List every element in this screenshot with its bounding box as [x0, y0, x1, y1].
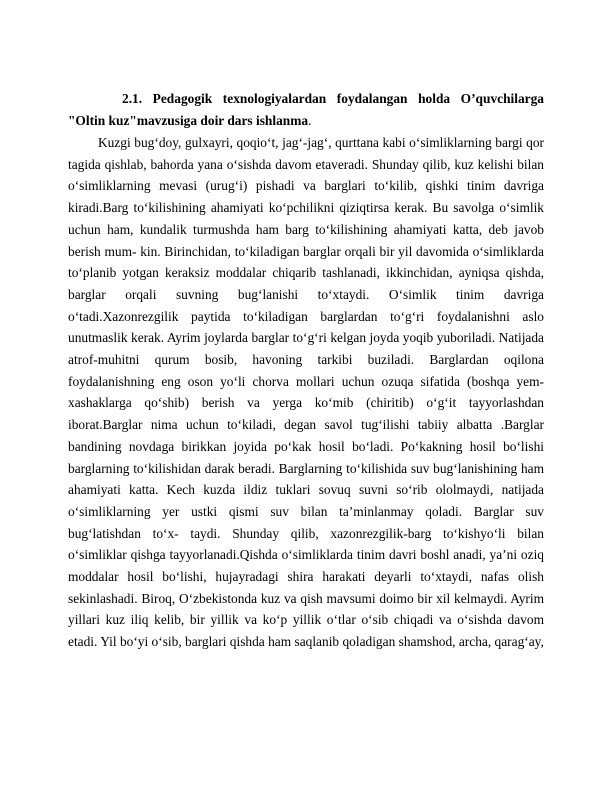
page-content: [68, 88, 544, 653]
section-heading: [68, 88, 544, 132]
body-paragraph: Kuzgi bug‘doy, gulxayri, qoqio‘t, jag‘-jag‘, qurttana kabi o‘simliklarning bargi qor tagida qishlab, bahorda yana o‘sishda davom etaveradi. Shunday qilib, kuz kelishi bilan o‘simliklarning mevasi (urug‘i) pishadi va barglari to‘kilib, qishki tinim davriga kiradi.Barg to‘kilishining ahamiyati ko‘pchilikni qiziqtirsa kerak. Bu savolga o‘simlik uchun ham, kundalik turmushda ham barg to‘kilishining ahamiyati katta, deb javob berish mum- kin. Birinchidan, to‘kiladigan barglar orqali bir yil davomida o‘simliklarda to‘planib yotgan keraksiz moddalar chiqarib tashlanadi, ikkinchidan, ayniqsa qishda, barglar orqali suvning bug‘lanishi to‘xtaydi. O‘simlik tinim davriga o‘tadi.Xazonrezgilik paytida to‘kiladigan barglardan to‘g‘ri foydalanishni aslo unutmaslik kerak. Ayrim joylarda barglar to‘g‘ri kelgan joyda yoqib yuboriladi. Natijada atrof-muhitni qurum bosib, havoning tarkibi buziladi. Barglardan oqilona foydalanishning eng oson yo‘li chorva mollari uchun ozuqa sifatida (boshqa yem-xashaklarga qo‘shib) berish va yerga ko‘mib (chiritib) o‘g‘it tayyorlashdan iborat.Barglar nima uchun to‘kiladi, degan savol tug‘ilishi tabiiy albatta .Barglar bandining novdaga birikkan joyida po‘kak hosil bo‘ladi. Po‘kakning hosil bo‘lishi barglarning to‘kilishidan darak beradi. Barglarning to‘kilishida suv bug‘lanishining ham ahamiyati katta. Kech kuzda ildiz tuklari sovuq suvni so‘rib ololmaydi, natijada o‘simliklarning yer ustki qismi suv bilan ta’minlanmay qoladi. Barglar suv bug‘latishdan to‘x- taydi. Shunday qilib, xazonrezgilik-barg to‘kishyo‘li bilan o‘simliklar qishga tayyorlanadi.Qishda o‘simliklarda tinim davri boshl anadi, ya’ni oziq moddalar hosil bo‘lishi, hujayradagi shira harakati deyarli to‘xtaydi, nafas olish sekinlashadi. Biroq, O‘zbekistonda kuz va qish mavsumi doimo bir xil kelmaydi. Ayrim yillari kuz iliq kelib, bir yillik va ko‘p yillik o‘tlar o‘sib chiqadi va o‘sishda davom etadi. Yil bo‘yi o‘sib, barglari qishda ham saqlanib qoladigan shamshod, archa, qarag‘ay,: [68, 135, 544, 650]
section-heading-text: 2.1. Pedagogik texnologiyalardan foydalangan holda O’quvchilarga "Oltin kuz"mavzusiga doir dars ishlanma: [68, 91, 544, 128]
section-heading-end: .: [308, 113, 312, 128]
